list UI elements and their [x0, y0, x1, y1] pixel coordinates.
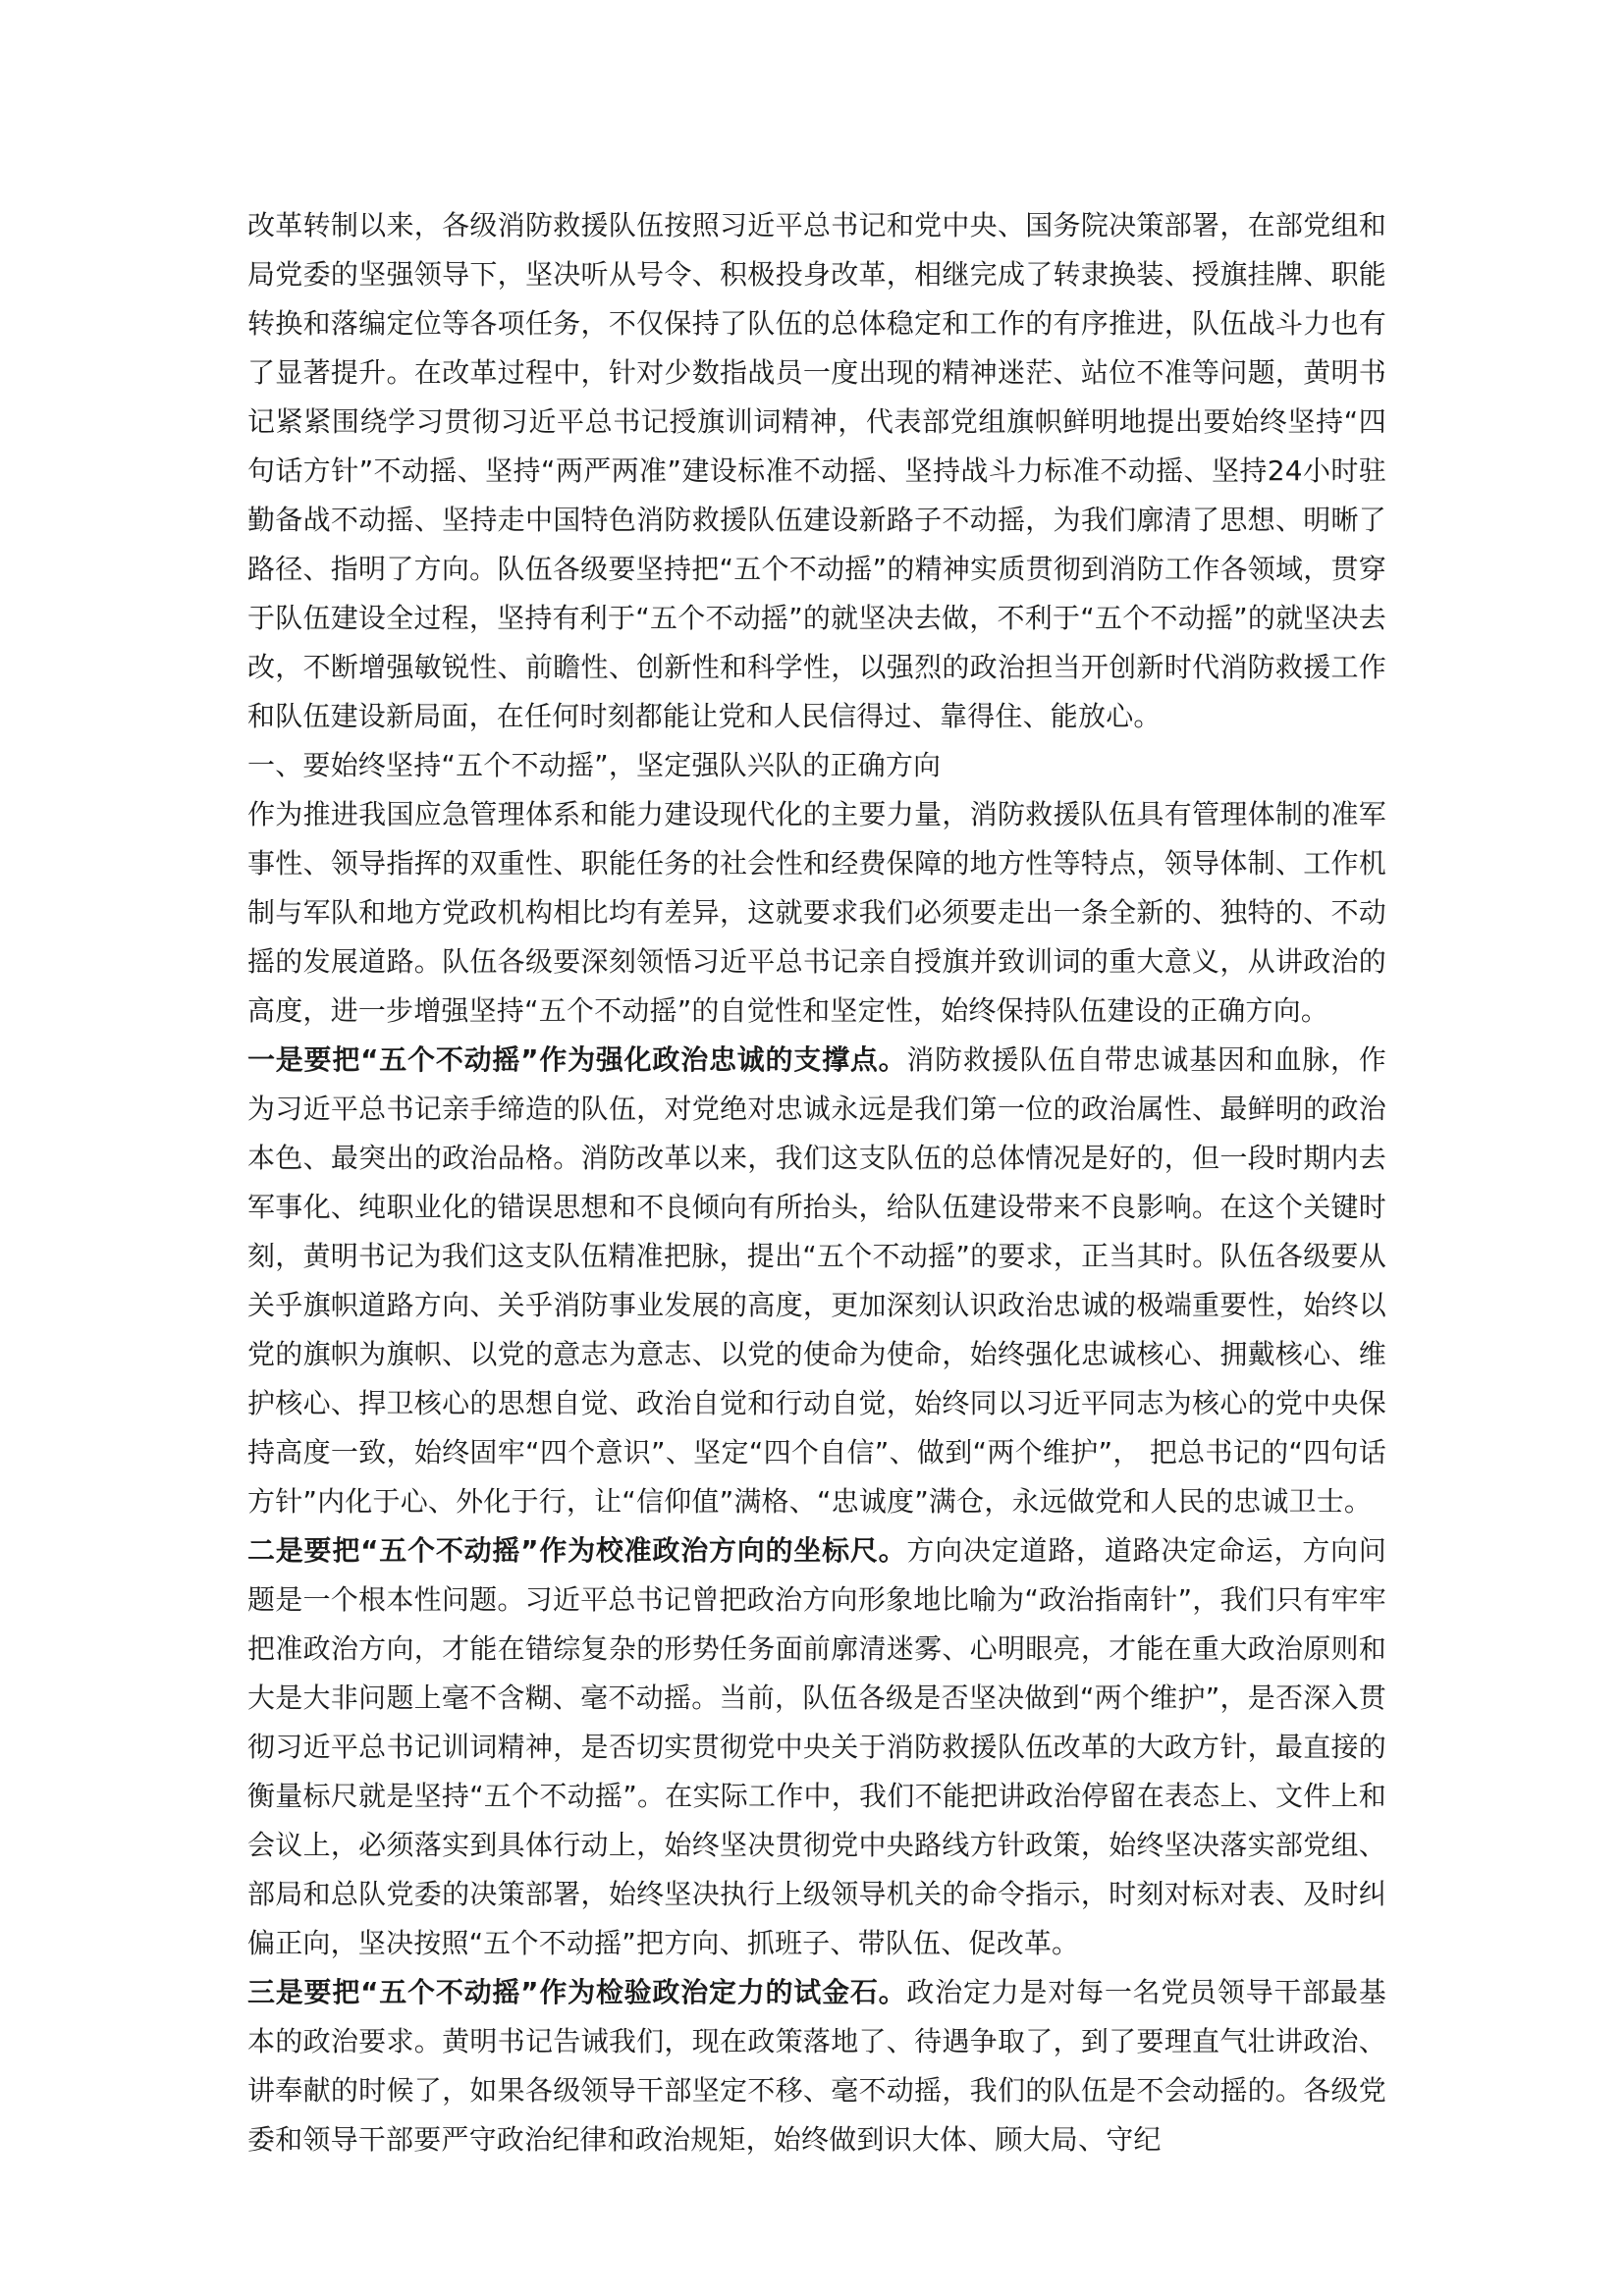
section-heading: 一、要始终坚持“五个不动摇”，坚定强队兴队的正确方向 — [247, 749, 942, 781]
point-one-body: 消防救援队伍自带忠诚基因和血脉，作为习近平总书记亲手缔造的队伍，对党绝对忠诚永远是我们第一位的政治属性、最鲜明的政治本色、最突出的政治品格。消防改革以来，我们这支队伍的总体情况是好的，但一段时期内去军事化、纯职业化的错误思想和不良倾向有所抬头，给队伍建设带来不良影响。在这个关键时刻，黄明书记为我们这支队伍精准把脉，提出“五个不动摇”的要求，正当其时。队伍各级要从关乎旗帜道路方向、关乎消防事业发展的高度，更加深刻认识政治忠诚的极端重要性，始终以党的旗帜为旗帜、以党的意志为意志、以党的使命为使命，始终强化忠诚核心、拥戴核心、维护核心、捍卫核心的思想自觉、政治自觉和行动自觉，始终同以习近平同志为核心的党中央保持高度一致，始终固牢“四个意识”、坚定“四个自信”、做到“两个维护”， 把总书记的“四句话方针”内化于心、外化于行，让“信仰值”满格、“忠诚度”满仓，永远做党和人民的忠诚卫士。 — [247, 1043, 1387, 1518]
point-one-paragraph — [247, 1036, 1386, 1526]
intro-paragraph: 改革转制以来，各级消防救援队伍按照习近平总书记和党中央、国务院决策部署，在部党组和局党委的坚强领导下，坚决听从号令、积极投身改革，相继完成了转隶换装、授旗挂牌、职能转换和落编定位等各项任务，不仅保持了队伍的总体稳定和工作的有序推进，队伍战斗力也有了显著提升。在改革过程中，针对少数指战员一度出现的精神迷茫、站位不准等问题，黄明书记紧紧围绕学习贯彻习近平总书记授旗训词精神，代表部党组旗帜鲜明地提出要始终坚持“四句话方针”不动摇、坚持“两严两准”建设标准不动摇、坚持战斗力标准不动摇、坚持24小时驻勤备战不动摇、坚持走中国特色消防救援队伍建设新路子不动摇，为我们廓清了思想、明晰了路径、指明了方向。队伍各级要坚持把“五个不动摇”的精神实质贯彻到消防工作各领域，贯穿于队伍建设全过程，坚持有利于“五个不动摇”的就坚决去做，不利于“五个不动摇”的就坚决去改，不断增强敏锐性、前瞻性、创新性和科学性，以强烈的政治担当开创新时代消防救援工作和队伍建设新局面，在任何时刻都能让党和人民信得过、靠得住、能放心。 — [247, 209, 1386, 732]
point-two-body: 方向决定道路，道路决定命运，方向问题是一个根本性问题。习近平总书记曾把政治方向形象地比喻为“政治指南针”，我们只有牢牢把准政治方向，才能在错综复杂的形势任务面前廓清迷雾、心明眼亮，才能在重大政治原则和大是大非问题上毫不含糊、毫不动摇。当前，队伍各级是否坚决做到“两个维护”，是否深入贯彻习近平总书记训词精神，是否切实贯彻党中央关于消防救援队伍改革的大政方针，最直接的衡量标尺就是坚持“五个不动摇”。在实际工作中，我们不能把讲政治停留在表态上、文件上和会议上，必须落实到具体行动上，始终坚决贯彻党中央路线方针政策，始终坚决落实部党组、部局和总队党委的决策部署，始终坚决执行上级领导机关的命令指示，时刻对标对表、及时纠偏正向，坚决按照“五个不动摇”把方向、抓班子、带队伍、促改革。 — [247, 1534, 1387, 1959]
point-three-paragraph — [247, 1968, 1386, 2164]
point-one-lead: 一是要把“五个不动摇”作为强化政治忠诚的支撑点。 — [247, 1043, 907, 1076]
document-body — [247, 201, 1386, 2164]
point-three-body: 政治定力是对每一名党员领导干部最基本的政治要求。黄明书记告诫我们，现在政策落地了、待遇争取了，到了要理直气壮讲政治、讲奉献的时候了，如果各级领导干部坚定不移、毫不动摇，我们的队伍是不会动摇的。各级党委和领导干部要严守政治纪律和政治规矩，始终做到识大体、顾大局、守纪 — [247, 1976, 1387, 2156]
point-two-lead: 二是要把“五个不动摇”作为校准政治方向的坐标尺。 — [247, 1534, 907, 1567]
point-three-lead: 三是要把“五个不动摇”作为检验政治定力的试金石。 — [247, 1976, 907, 2008]
section-intro-paragraph: 作为推进我国应急管理体系和能力建设现代化的主要力量，消防救援队伍具有管理体制的准军事性、领导指挥的双重性、职能任务的社会性和经费保障的地方性等特点，领导体制、工作机制与军队和地方党政机构相比均有差异，这就要求我们必须要走出一条全新的、独特的、不动摇的发展道路。队伍各级要深刻领悟习近平总书记亲自授旗并致训词的重大意义，从讲政治的高度，进一步增强坚持“五个不动摇”的自觉性和坚定性，始终保持队伍建设的正确方向。 — [247, 798, 1386, 1027]
point-two-paragraph — [247, 1526, 1386, 1968]
